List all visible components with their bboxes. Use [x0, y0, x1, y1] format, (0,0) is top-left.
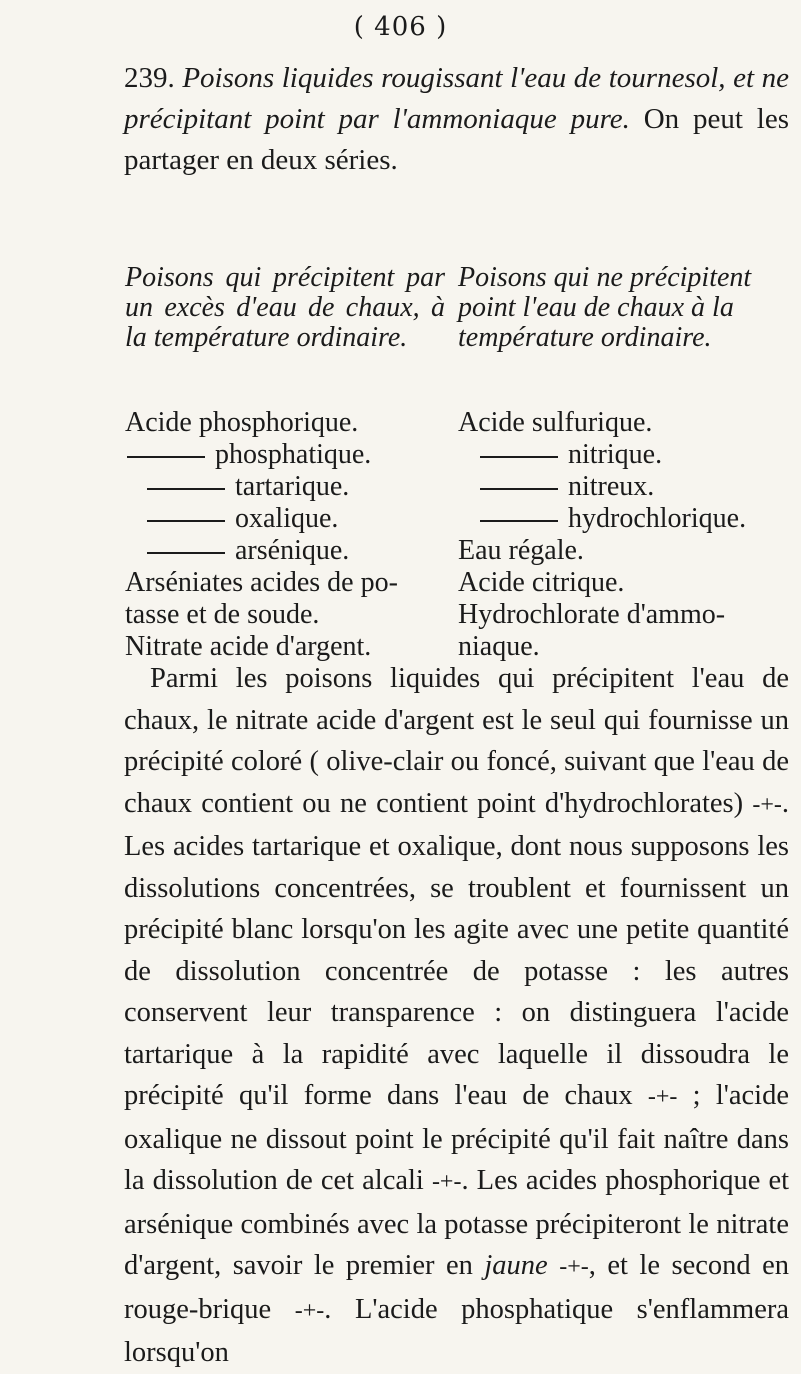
- section-title: Poisons liquides rougissant l'eau de tournesol, et ne précipitant point par l'ammoniaque pure.: [124, 62, 789, 135]
- ditto-dash: [480, 456, 558, 458]
- right-list-item-text: niaque.: [458, 631, 540, 662]
- right-list-item-text: Hydrochlorate d'ammo-: [458, 599, 726, 630]
- left-column-heading: Poisons qui précipitent par un excès d'eau de chaux, à la température ordinaire.: [125, 262, 445, 353]
- paragraph-italic-word: jaune: [484, 1250, 548, 1281]
- right-list-item: [458, 471, 746, 503]
- left-list-item-text: tartarique.: [235, 471, 350, 502]
- section-intro-rest: On peut les partager en deux séries.: [124, 103, 789, 176]
- page-number: ( 406 ): [353, 12, 448, 42]
- paragraph-text: . Les acides tartarique et oxalique, dont nous supposons les dissolutions concentrées, se troublent et fournissent un précipité blanc lorsqu'on les agite avec une petite quantité de dissolution concentrée de potasse : les autres conservent leur transparence : on distinguera l'acide tartarique à la rapidité avec laquelle il dissoudra le précipité qu'il forme dans l'eau de chaux: [124, 787, 789, 1111]
- right-column-list: [458, 407, 746, 663]
- footnote-cross-mark: -+-: [431, 1169, 462, 1195]
- paragraph-text: ; l'acide oxalique ne dissout point le précipité qu'il fait naître dans la dissolution de cet alcali: [124, 1080, 790, 1196]
- left-list-item-text: phosphatique.: [215, 439, 372, 470]
- left-list-item: [125, 471, 398, 503]
- right-list-item-text: Acide sulfurique.: [458, 407, 653, 438]
- ditto-dash: [147, 488, 225, 490]
- right-list-item: [458, 535, 746, 567]
- left-list-item: [125, 407, 398, 439]
- left-list-item-text: Arséniates acides de po-: [125, 567, 398, 598]
- left-list-item-text: tasse et de soude.: [125, 599, 320, 630]
- right-list-item-text: hydrochlorique.: [568, 503, 747, 534]
- ditto-dash: [147, 552, 225, 554]
- ditto-dash: [127, 456, 205, 458]
- right-list-item-text: nitreux.: [568, 471, 655, 502]
- section-intro: [124, 58, 789, 181]
- right-list-item: [458, 567, 746, 599]
- paragraph-text: , et le second en rouge-brique: [124, 1250, 790, 1325]
- footnote-cross-mark: -+-: [559, 1254, 589, 1280]
- left-list-item: [125, 535, 398, 567]
- left-list-item-text: oxalique.: [235, 503, 339, 534]
- ditto-dash: [147, 520, 225, 522]
- footnote-cross-mark: -+-: [647, 1084, 678, 1110]
- paragraph-text: Parmi les poisons liquides qui précipitent l'eau de chaux, le nitrate acide d'argent est le seul qui fournisse un précipité coloré ( olive-clair ou foncé, suivant que l'eau de chaux contient ou ne contient point d'hydrochlorates): [124, 663, 789, 819]
- left-list-item: [125, 567, 398, 599]
- section-number: 239.: [124, 62, 175, 94]
- ditto-dash: [480, 488, 558, 490]
- right-list-item: [458, 599, 746, 631]
- left-list-item: [125, 599, 398, 631]
- footnote-cross-mark: -+-: [294, 1297, 325, 1324]
- left-list-item-text: Nitrate acide d'argent.: [125, 631, 372, 662]
- right-list-item: [458, 407, 746, 439]
- right-list-item: [458, 503, 746, 535]
- left-list-item: [125, 439, 398, 471]
- right-column-heading: Poisons qui ne précipitent point l'eau de chaux à la température ordinaire.: [458, 262, 752, 353]
- left-list-item-text: arsénique.: [235, 535, 350, 566]
- left-list-item: [125, 503, 398, 535]
- paragraph-text: . L'acide phosphatique s'enflammera lorsqu'on: [124, 1293, 789, 1368]
- left-column-list: [125, 407, 398, 663]
- ditto-dash: [480, 520, 558, 522]
- left-list-item-text: Acide phosphorique.: [125, 407, 359, 438]
- right-list-item-text: Eau régale.: [458, 535, 584, 566]
- right-list-item-text: Acide citrique.: [458, 567, 625, 598]
- paragraph-text: . Les acides phosphorique et arsénique combinés avec la potasse précipiteront le nitrate d'argent, savoir le premier en: [124, 1165, 790, 1281]
- footnote-cross-mark: -+-: [752, 791, 782, 818]
- right-list-item: [458, 439, 746, 471]
- right-list-item-text: nitrique.: [568, 439, 663, 470]
- body-paragraph: [124, 658, 789, 1374]
